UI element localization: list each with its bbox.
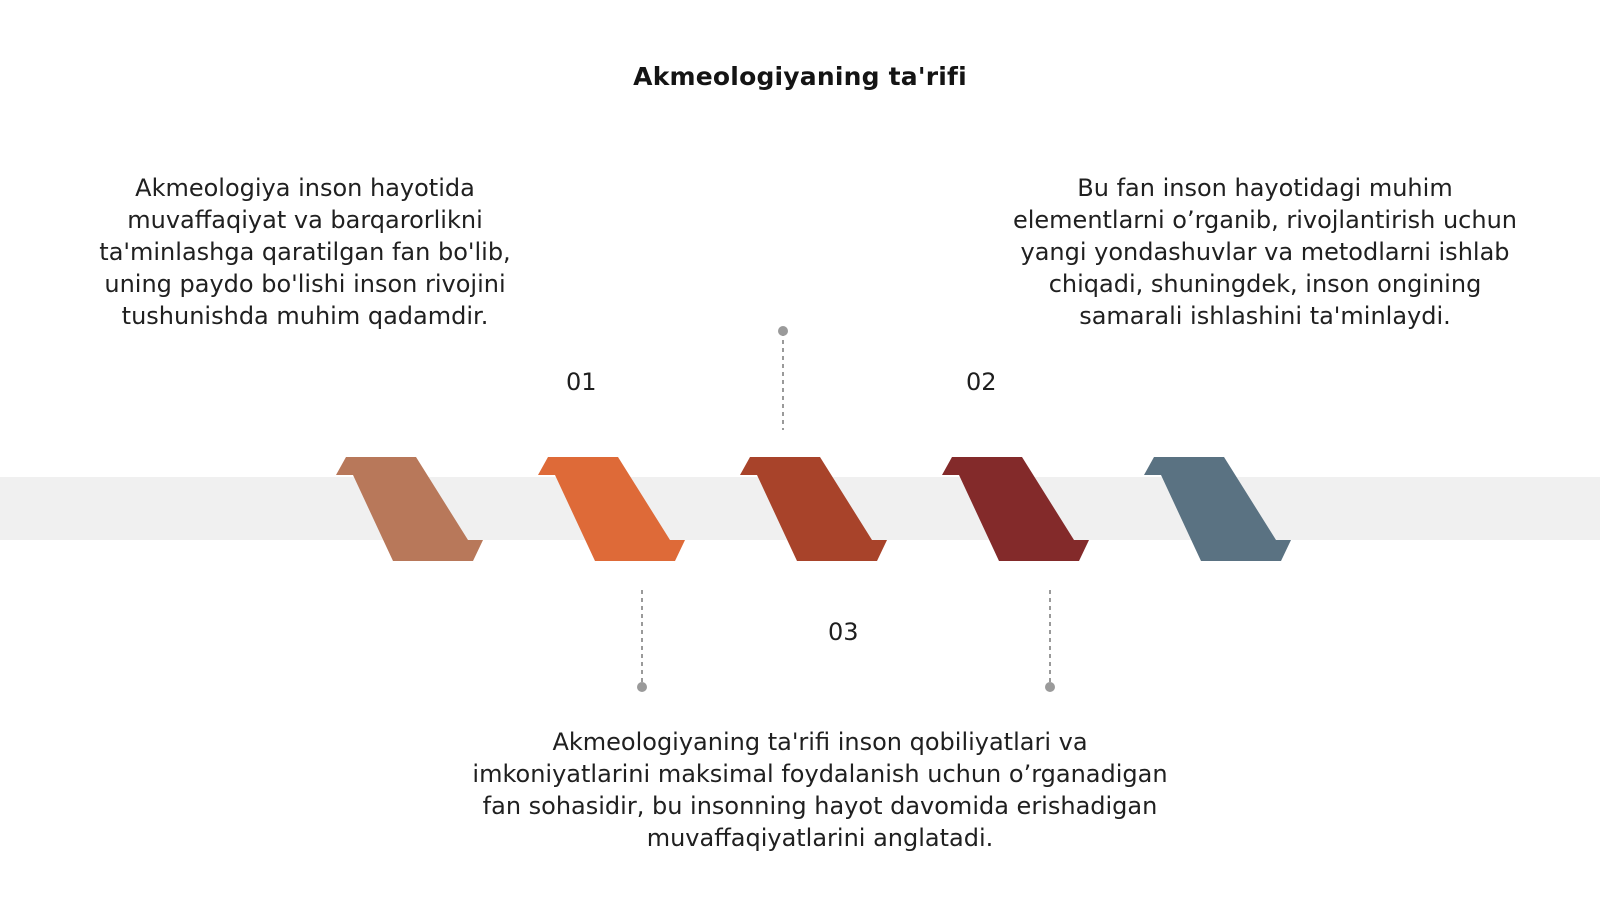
page-title: Akmeologiyaning ta'rifi [633, 62, 967, 91]
step-1-number: 01 [566, 368, 597, 396]
connector-dot-step-3 [1045, 682, 1055, 692]
step-1-text: Akmeologiya inson hayotida muvaffaqiyat va barqarorlikni ta'minlashga qaratilgan fan bo'lib, uning paydo bo'lishi inson rivojini tushunishda muhim qadamdir. [99, 174, 511, 330]
step-2-number: 02 [966, 368, 997, 396]
step-3-text: Akmeologiyaning ta'rifi inson qobiliyatlari va imkoniyatlarini maksimal foydalanish uchun o’rganadigan fan sohasidir, bu insonning hayot davomida erishadigan muvaffaqiyatlarini anglatadi. [472, 728, 1168, 852]
step-3-number: 03 [828, 618, 859, 646]
step-2-text: Bu fan inson hayotidagi muhim elementlarni o’rganib, rivojlantirish uchun yangi yondashuvlar va metodlarni ishlab chiqadi, shuningdek, inson ongining samarali ishlashini ta'minlaydi. [1012, 174, 1518, 330]
connector-dot-step-2 [778, 326, 788, 336]
connector-dot-step-1 [637, 682, 647, 692]
